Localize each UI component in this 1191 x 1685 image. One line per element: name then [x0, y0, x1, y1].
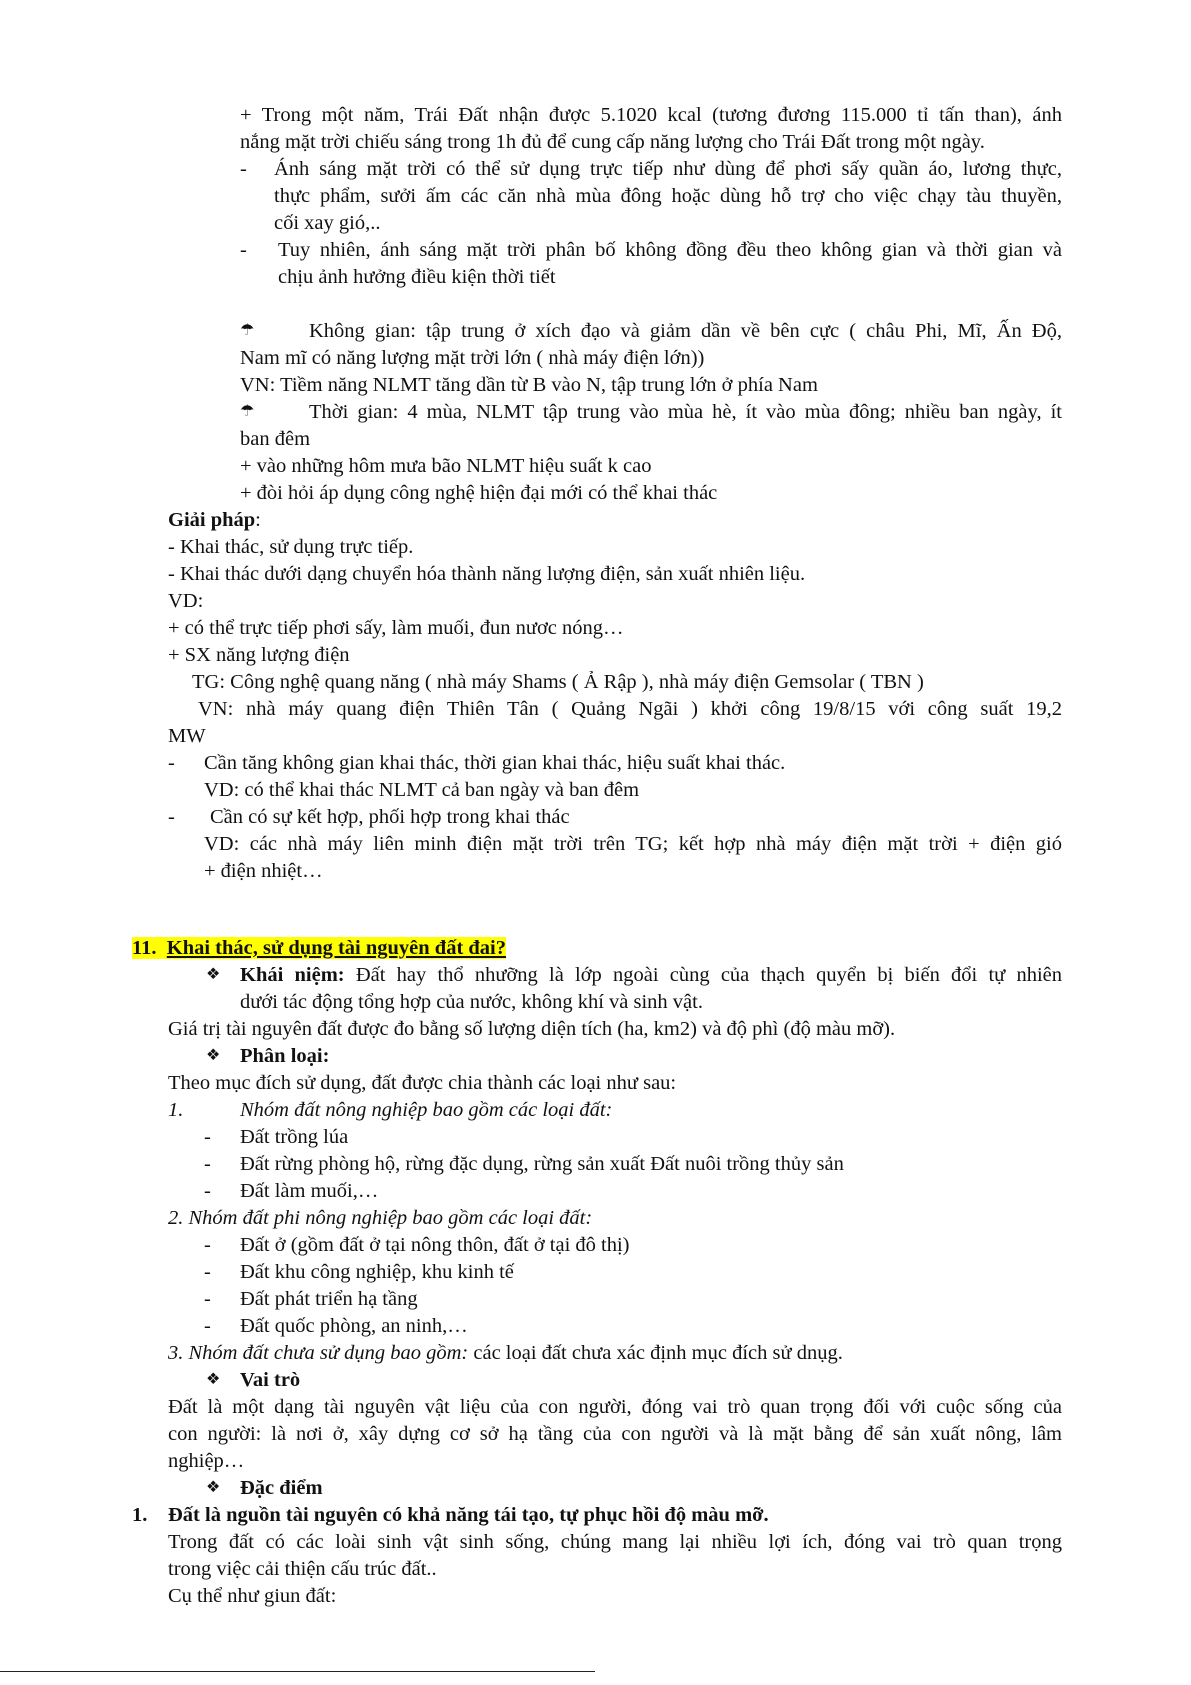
concept-text: Đất hay thổ nhưỡng là lớp ngoài cùng của thạch quyển bị biến đổi tự nhiên [355, 964, 1063, 986]
concept-text: dưới tác động tổng hợp của nước, không khí và sinh vật. [240, 991, 703, 1013]
direction-item: Cần có sự kết hợp, phối hợp trong khai thác [210, 806, 570, 828]
direction-item: Cần tăng không gian khai thác, thời gian khai thác, hiệu suất khai thác. [204, 752, 786, 774]
bullet-text: cối xay gió,.. [274, 212, 381, 234]
bullet-marker: - [204, 1234, 211, 1256]
tech-text: + đòi hỏi áp dụng công nghệ hiện đại mới có thể khai thác [240, 482, 718, 504]
bullet-marker: - [204, 1180, 211, 1202]
vn-example: MW [168, 725, 206, 747]
feature1-text: trong việc cải thiện cấu trúc đất.. [168, 1558, 437, 1580]
bullet-marker: - [168, 806, 175, 828]
section-number: 11. [132, 937, 157, 959]
bullet-marker: - [204, 1315, 211, 1337]
feature1-number: 1. [132, 1504, 148, 1526]
role-text: Đất là một dạng tài nguyên vật liệu của con người, đóng vai trò quan trọng đối với cuộc sống của [168, 1396, 1062, 1418]
intro-line: nắng mặt trời chiếu sáng trong 1h đủ để cung cấp năng lượng cho Trái Đất trong một ngày. [240, 131, 985, 153]
diamond-icon: ❖ [206, 1047, 221, 1064]
group2-title: 2. Nhóm đất phi nông nghiệp bao gồm các loại đất: [168, 1207, 593, 1229]
time-text: ban đêm [240, 428, 311, 450]
bullet-text: thực phẩm, sưởi ấm các căn nhà mùa đông hoặc dùng hỗ trợ cho việc chạy tàu thuyền, [274, 185, 1062, 207]
bullet-marker: - [204, 1126, 211, 1148]
solutions-heading-colon: : [255, 509, 261, 531]
section-title: Khai thác, sử dụng tài nguyên đất đai? [166, 937, 507, 959]
diamond-icon: ❖ [206, 1371, 221, 1388]
bullet-text: chịu ảnh hưởng điều kiện thời tiết [278, 266, 556, 288]
rain-text: + vào những hôm mưa bão NLMT hiệu suất k cao [240, 455, 652, 477]
bullet-marker: - [240, 239, 247, 261]
umbrella-icon: ☂ [240, 403, 255, 420]
vn-example: VN: nhà máy quang điện Thiên Tân ( Quảng Ngãi ) khởi công 19/8/15 với công suất 19,2 [198, 698, 1062, 720]
vd-item: + SX năng lượng điện [168, 644, 350, 666]
bullet-marker: - [168, 752, 175, 774]
bullet-marker: - [204, 1153, 211, 1175]
feature1-title: Đất là nguồn tài nguyên có khả năng tái tạo, tự phục hồi độ màu mỡ. [168, 1504, 769, 1526]
bullet-marker: - [204, 1288, 211, 1310]
role-text: con người: là nơi ở, xây dựng cơ sở hạ tầng của con người và là mặt bằng để sản xuất nông, lâm [168, 1423, 1062, 1445]
concept-line [240, 962, 1062, 989]
list-item: Đất ở (gồm đất ở tại nông thôn, đất ở tại đô thị) [240, 1234, 630, 1256]
role-text: nghiệp… [168, 1450, 245, 1472]
group3-title: 3. Nhóm đất chưa sử dụng bao gồm: [168, 1342, 469, 1364]
feature1-text: Trong đất có các loài sinh vật sinh sống, chúng mang lại nhiều lợi ích, đóng vai trò quan trọng [168, 1531, 1062, 1553]
vd-item: + có thể trực tiếp phơi sấy, làm muối, đun nươc nóng… [168, 617, 624, 639]
solutions-heading-text: Giải pháp [168, 509, 256, 531]
list-item: Đất rừng phòng hộ, rừng đặc dụng, rừng sản xuất Đất nuôi trồng thủy sản [240, 1153, 844, 1175]
direction-example: VD: các nhà máy liên minh điện mặt trời trên TG; kết hợp nhà máy điện mặt trời + điện gió [204, 833, 1062, 855]
list-item: Đất phát triển hạ tầng [240, 1288, 418, 1310]
solution-item: - Khai thác dưới dạng chuyển hóa thành năng lượng điện, sản xuất nhiên liệu. [168, 563, 806, 585]
direction-example: VD: có thể khai thác NLMT cả ban ngày và ban đêm [204, 779, 640, 801]
vn-potential-text: VN: Tiềm năng NLMT tăng dần từ B vào N, tập trung lớn ở phía Nam [240, 374, 818, 396]
diamond-icon: ❖ [206, 1479, 221, 1496]
section-heading-highlight [132, 937, 506, 959]
bullet-marker: - [240, 158, 247, 180]
role-label: Vai trò [240, 1369, 301, 1391]
list-item: Đất khu công nghiệp, khu kinh tế [240, 1261, 514, 1283]
group3-line [168, 1340, 843, 1367]
bullet-text: Ánh sáng mặt trời có thể sử dụng trực tiếp như dùng để phơi sấy quần áo, lương thực, [274, 158, 1062, 180]
class-label: Phân loại: [240, 1045, 330, 1067]
feature-label: Đặc điểm [240, 1477, 323, 1499]
solutions-heading [168, 507, 261, 534]
list-item: Đất làm muối,… [240, 1180, 379, 1202]
list-item: Đất quốc phòng, an ninh,… [240, 1315, 468, 1337]
group3-rest: các loại đất chưa xác định mục đích sử dnụg. [468, 1342, 843, 1364]
space-text: Nam mĩ có năng lượng mặt trời lớn ( nhà máy điện lớn)) [240, 347, 705, 369]
vd-label: VD: [168, 590, 204, 612]
diamond-icon: ❖ [206, 966, 221, 983]
footer-rule [0, 1671, 595, 1672]
solution-item: - Khai thác, sử dụng trực tiếp. [168, 536, 414, 558]
value-text: Giá trị tài nguyên đất được đo bằng số lượng diện tích (ha, km2) và độ phì (độ màu mỡ). [168, 1018, 896, 1040]
concept-label: Khái niệm: [240, 964, 345, 986]
tg-example: TG: Công nghệ quang năng ( nhà máy Shams ( Ả Rập ), nhà máy điện Gemsolar ( TBN ) [192, 671, 924, 693]
group1-title: Nhóm đất nông nghiệp bao gồm các loại đất: [240, 1099, 613, 1121]
umbrella-icon: ☂ [240, 322, 255, 339]
bullet-text: Tuy nhiên, ánh sáng mặt trời phân bố không đồng đều theo không gian và thời gian và [278, 239, 1062, 261]
group1-number: 1. [168, 1099, 184, 1121]
bullet-marker: - [204, 1261, 211, 1283]
feature1-text: Cụ thể như giun đất: [168, 1585, 337, 1607]
section-heading [132, 935, 506, 962]
space-text: Không gian: tập trung ở xích đạo và giảm dần về bên cực ( châu Phi, Mĩ, Ấn Độ, [309, 320, 1062, 342]
direction-example: + điện nhiệt… [204, 860, 323, 882]
list-item: Đất trồng lúa [240, 1126, 349, 1148]
time-text: Thời gian: 4 mùa, NLMT tập trung vào mùa hè, ít vào mùa đông; nhiều ban ngày, ít [309, 401, 1062, 423]
intro-line: + Trong một năm, Trái Đất nhận được 5.1020 kcal (tương đương 115.000 tỉ tấn than), ánh [240, 104, 1062, 126]
class-intro: Theo mục đích sử dụng, đất được chia thành các loại như sau: [168, 1072, 677, 1094]
